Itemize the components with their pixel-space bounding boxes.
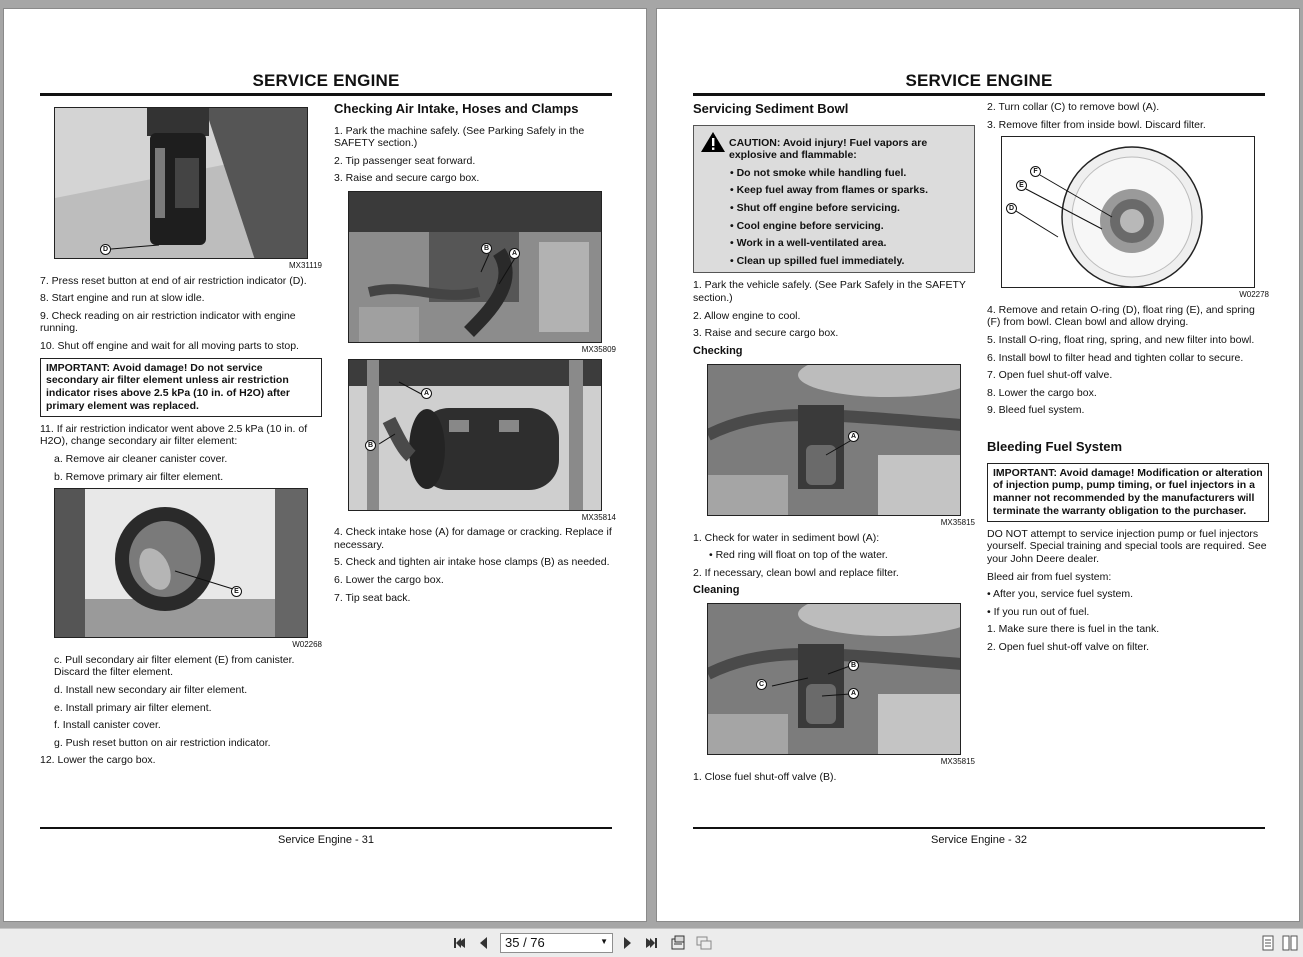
caution-item: • Do not smoke while handling fuel.	[730, 166, 907, 179]
figure-caption: MX35814	[581, 512, 616, 522]
header-rule	[40, 93, 612, 96]
step-4: 4. Check intake hose (A) for damage or cracking. Replace if necessary.	[334, 526, 612, 551]
step-2: 2. Tip passenger seat forward.	[334, 154, 476, 167]
callout-e: E	[1016, 180, 1027, 191]
callout-d: D	[100, 244, 111, 255]
step-12: 12. Lower the cargo box.	[40, 754, 156, 767]
step-1: 1. Park the vehicle safely. (See Park Safely in the SAFETY section.)	[693, 279, 966, 304]
page-title: SERVICE ENGINE	[252, 71, 400, 90]
step-5: 5. Check and tighten air intake hose clamps (B) as needed.	[334, 556, 610, 569]
chevron-down-icon: ▼	[600, 937, 608, 946]
page-footer: Service Engine - 32	[931, 834, 1027, 846]
paragraph: DO NOT attempt to service injection pump or fuel injectors yourself. Special training and special tools are required. See your John Deere dealer.	[987, 527, 1267, 565]
callout-a: A	[509, 248, 520, 259]
caution-item: • Shut off engine before servicing.	[730, 201, 900, 214]
callout-b: B	[481, 243, 492, 254]
step-6: 6. Install bowl to filter head and tighten collar to secure.	[987, 351, 1244, 364]
substep-e: e. Install primary air filter element.	[54, 701, 212, 714]
caution-box	[693, 125, 975, 274]
step-5: 5. Install O-ring, float ring, spring, and new filter into bowl.	[987, 333, 1255, 346]
step-2: 2. Turn collar (C) to remove bowl (A).	[987, 101, 1160, 113]
step-1: 1. Make sure there is fuel in the tank.	[987, 623, 1160, 636]
figure-sediment-bowl-clean	[707, 603, 961, 755]
figure-secondary-filter	[54, 488, 308, 638]
footer-rule	[693, 827, 1265, 829]
step-6: 6. Lower the cargo box.	[334, 573, 444, 586]
subheading-cleaning: Cleaning	[693, 584, 740, 597]
callout-a: A	[848, 431, 859, 442]
step-7: 7. Press reset button at end of air restriction indicator (D).	[40, 274, 307, 287]
callout-e: E	[231, 586, 242, 597]
footer-rule	[40, 827, 612, 829]
figure-air-restriction-indicator	[54, 107, 308, 259]
left-column	[40, 101, 322, 772]
first-page-icon[interactable]	[451, 934, 469, 952]
section-heading: Checking Air Intake, Hoses and Clamps	[334, 101, 579, 116]
two-page-view-icon[interactable]	[669, 934, 687, 952]
step-2: 2. Allow engine to cool.	[693, 309, 801, 322]
prev-page-icon[interactable]	[475, 934, 493, 952]
figure-intake-hoses	[348, 191, 602, 343]
callout-b: B	[365, 440, 376, 451]
page-title: SERVICE ENGINE	[905, 71, 1053, 90]
right-column	[987, 101, 1269, 658]
caution-item: • Keep fuel away from flames or sparks.	[730, 184, 929, 197]
caution-item: • Cool engine before servicing.	[730, 219, 884, 232]
step-2: 2. Open fuel shut-off valve on filter.	[987, 640, 1150, 653]
figure-air-cleaner	[348, 359, 602, 511]
substep-c: c. Pull secondary air filter element (E) from canister. Discard the filter element.	[54, 653, 295, 679]
figure-sediment-bowl-check	[707, 364, 961, 516]
important-notice: IMPORTANT: Avoid damage! Modification or alteration of injection pump, pump timing, or fuel injectors in a manner not recommended by the manufacturers will terminate the warranty obligation to the purchaser.	[987, 463, 1269, 522]
callout-d: D	[1006, 203, 1017, 214]
page-32	[656, 8, 1300, 922]
step-1: 1. Park the machine safely. (See Parking Safely in the SAFETY section.)	[334, 124, 585, 150]
left-column	[693, 101, 975, 789]
step-9: 9. Bleed fuel system.	[987, 404, 1085, 417]
substep-a: a. Remove air cleaner canister cover.	[54, 452, 228, 465]
caution-item: • Clean up spilled fuel immediately.	[730, 254, 905, 267]
figure-caption: W02278	[1239, 290, 1269, 300]
check-step-1: 1. Check for water in sediment bowl (A):	[693, 531, 880, 544]
check-step-2: 2. If necessary, clean bowl and replace filter.	[693, 566, 899, 579]
check-bullet: • Red ring will float on top of the water.	[709, 549, 888, 562]
figure-caption: MX35815	[940, 757, 975, 767]
figure-caption: MX35815	[940, 517, 975, 527]
substep-f: f. Install canister cover.	[54, 719, 161, 732]
important-notice: IMPORTANT: Avoid damage! Do not service secondary air filter element unless air restriction indicator rises above 2.5 kPa (10 in. of H2O) after primary element was replaced.	[40, 358, 322, 417]
figure-caption: MX35809	[581, 344, 616, 354]
substep-b: b. Remove primary air filter element.	[54, 470, 224, 483]
bullet-item: • If you run out of fuel.	[987, 605, 1090, 618]
step-9: 9. Check reading on air restriction indicator with engine running.	[40, 309, 296, 335]
single-page-icon[interactable]	[1259, 934, 1277, 952]
continuous-view-icon[interactable]	[695, 934, 713, 952]
substep-d: d. Install new secondary air filter element.	[54, 683, 248, 696]
callout-a: A	[421, 388, 432, 399]
clean-step-1: 1. Close fuel shut-off valve (B).	[693, 771, 837, 784]
caution-item: • Work in a well-ventilated area.	[730, 237, 887, 250]
step-7: 7. Open fuel shut-off valve.	[987, 369, 1113, 382]
facing-pages-icon[interactable]	[1281, 934, 1299, 952]
paragraph: Bleed air from fuel system:	[987, 570, 1112, 583]
step-3: 3. Raise and secure cargo box.	[693, 327, 839, 340]
section-heading: Servicing Sediment Bowl	[693, 101, 849, 116]
warning-icon	[700, 131, 726, 153]
step-8: 8. Start engine and run at slow idle.	[40, 292, 205, 305]
page-number-select[interactable]	[500, 933, 613, 953]
bullet-item: • After you, service fuel system.	[987, 588, 1134, 601]
callout-b: B	[848, 660, 859, 671]
viewer-toolbar	[0, 928, 1303, 957]
next-page-icon[interactable]	[618, 934, 636, 952]
step-10: 10. Shut off engine and wait for all moving parts to stop.	[40, 339, 299, 352]
step-3: 3. Raise and secure cargo box.	[334, 172, 480, 185]
page-31	[3, 8, 647, 922]
substep-g: g. Push reset button on air restriction indicator.	[54, 736, 271, 749]
callout-f: F	[1030, 166, 1041, 177]
page-indicator: 35 / 76	[505, 935, 545, 950]
step-7: 7. Tip seat back.	[334, 591, 411, 604]
header-rule	[693, 93, 1265, 96]
step-4: 4. Remove and retain O-ring (D), float ring (E), and spring (F) from bowl. Clean bowl and allow drying.	[987, 303, 1255, 329]
figure-caption: MX31119	[288, 261, 322, 270]
right-column	[334, 101, 616, 609]
step-8: 8. Lower the cargo box.	[987, 386, 1097, 399]
subheading-checking: Checking	[693, 344, 743, 357]
page-footer: Service Engine - 31	[278, 834, 374, 846]
caution-title: CAUTION: Avoid injury! Fuel vapors are explosive and flammable:	[729, 136, 928, 162]
figure-caption: W02268	[292, 640, 322, 650]
step-11: 11. If air restriction indicator went above 2.5 kPa (10 in. of H2O), change secondary air filter element:	[40, 422, 308, 448]
figure-bowl-parts	[1001, 136, 1255, 288]
step-3: 3. Remove filter from inside bowl. Discard filter.	[987, 118, 1206, 131]
section-heading: Bleeding Fuel System	[987, 438, 1123, 454]
last-page-icon[interactable]	[642, 934, 660, 952]
callout-a: A	[848, 688, 859, 699]
callout-c: C	[756, 679, 767, 690]
